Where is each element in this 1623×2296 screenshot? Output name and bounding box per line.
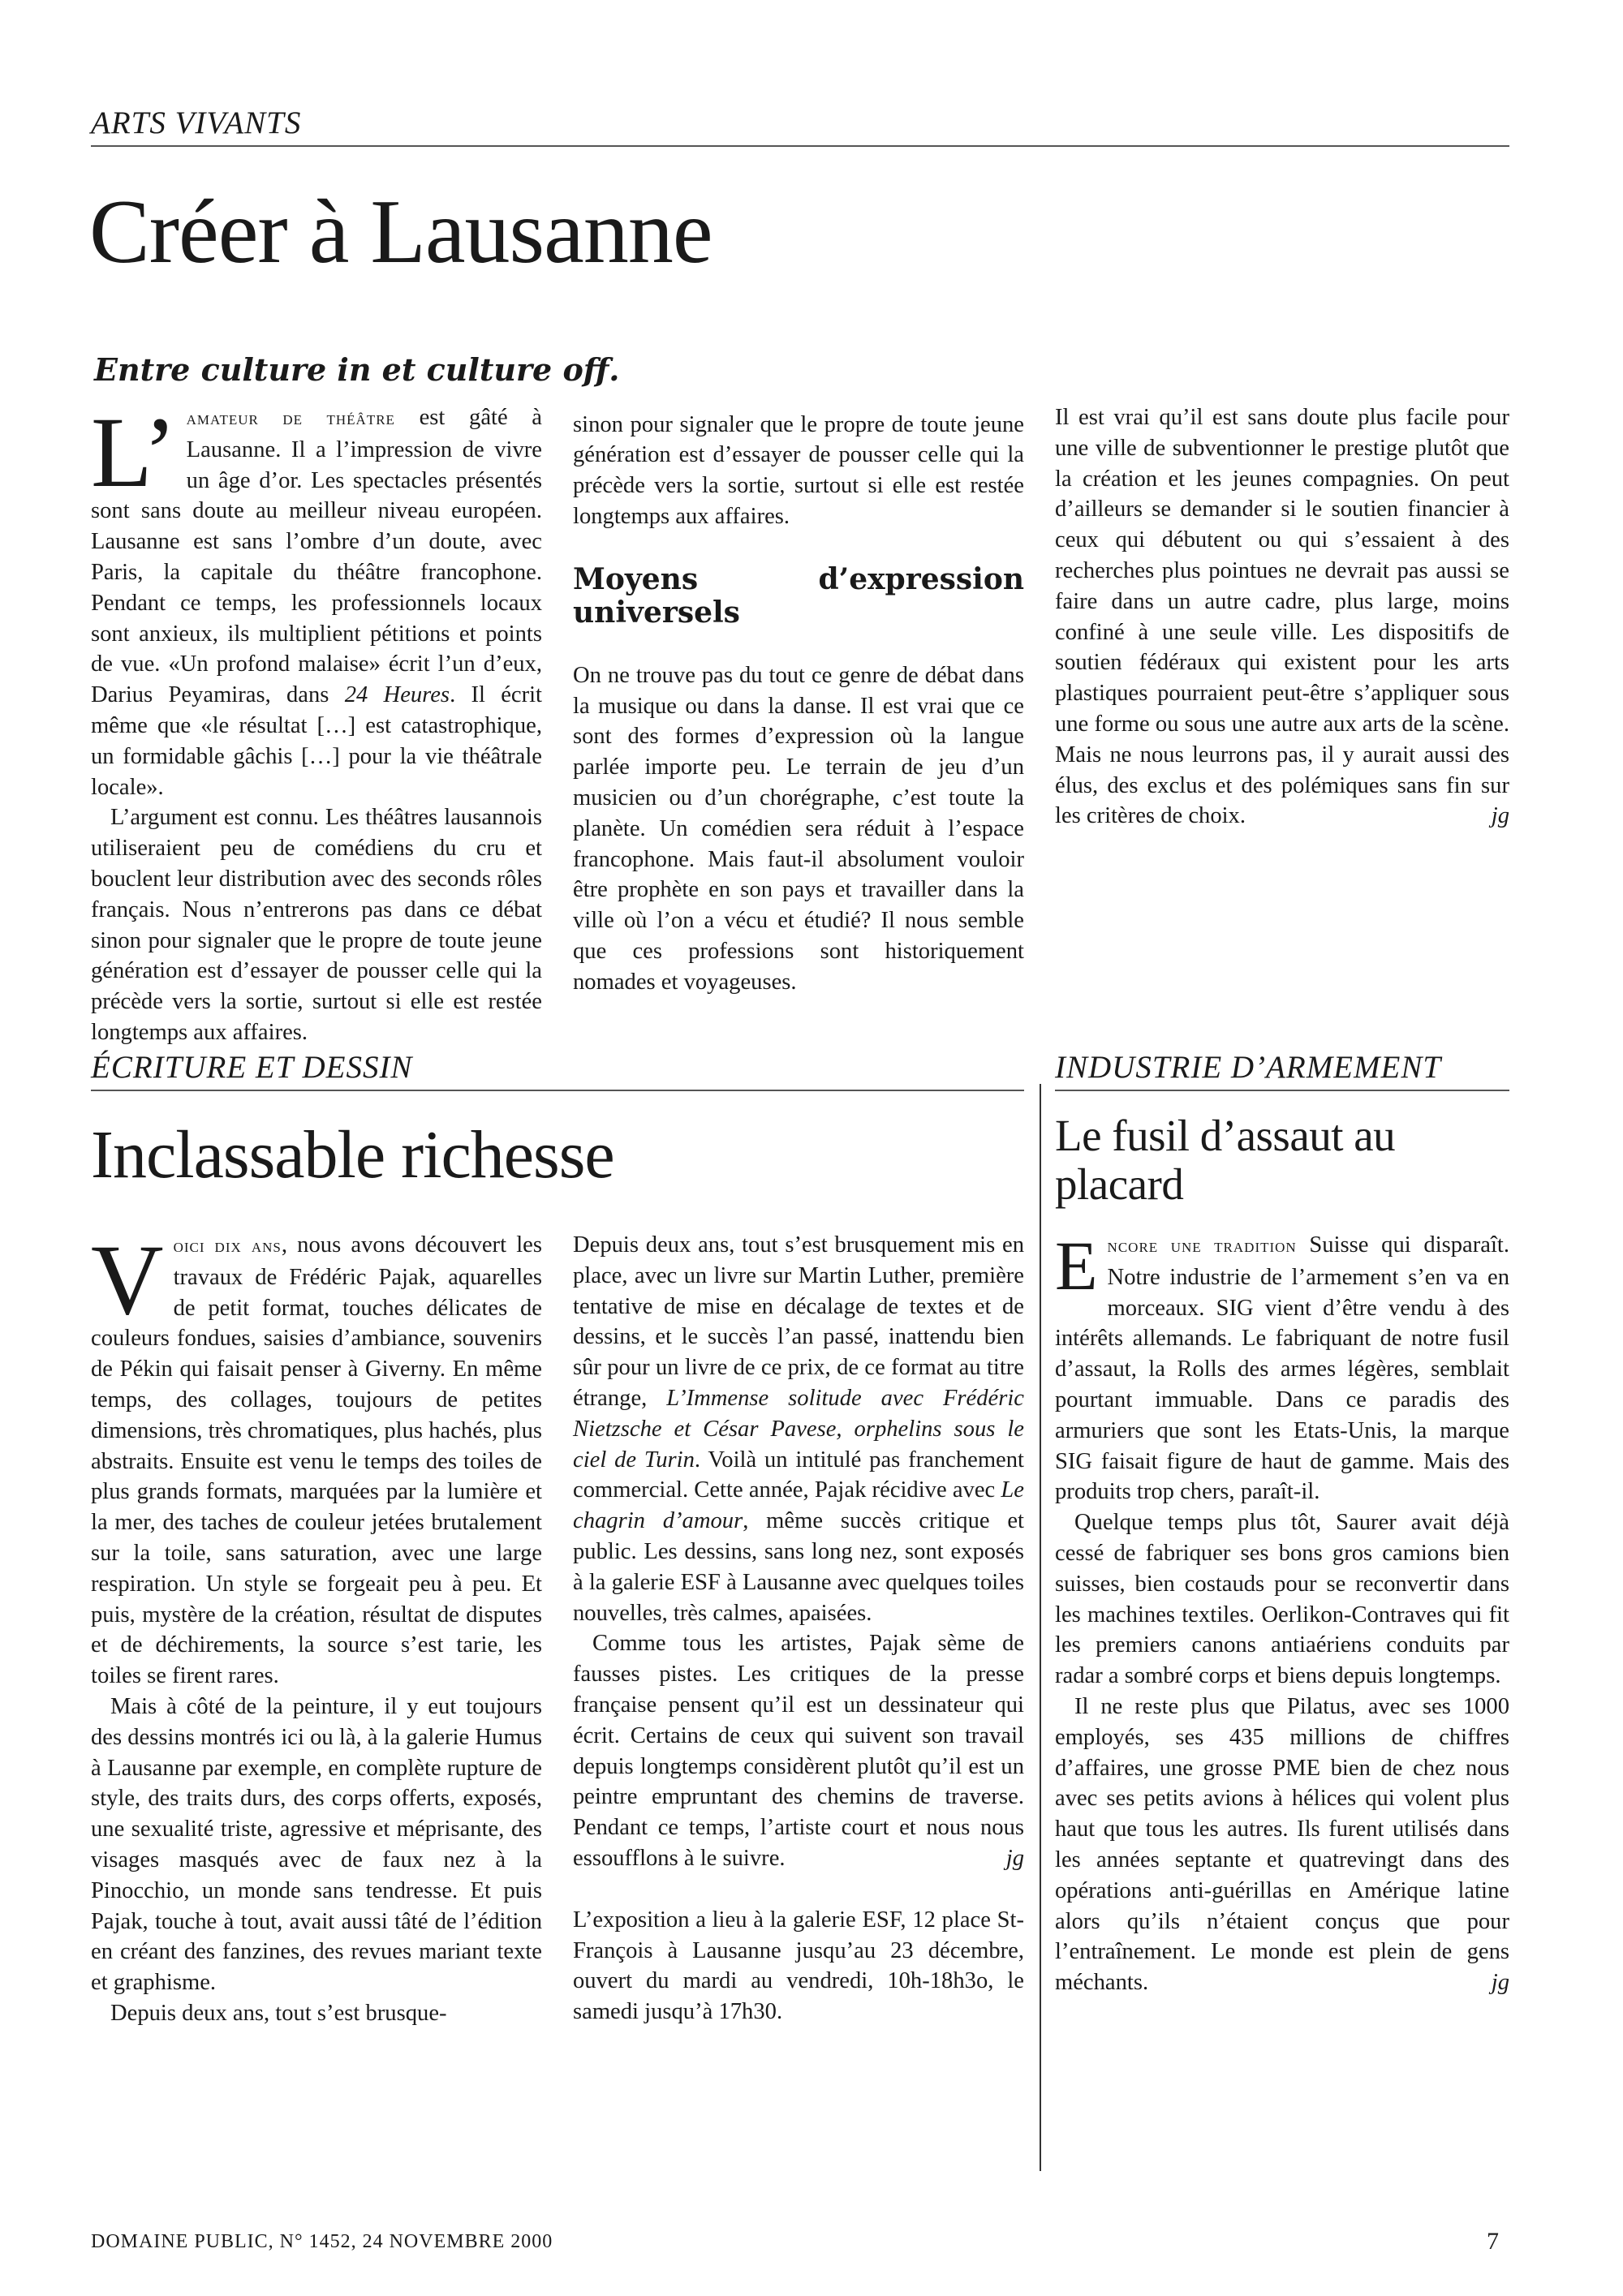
drop-cap: V [91, 1224, 164, 1335]
article-column [91, 397, 542, 1045]
section-label-arts-vivants: ARTS VIVANTS [91, 105, 302, 140]
section-label-industrie-armement: INDUSTRIE D’ARMEMENT [1055, 1050, 1442, 1085]
column-flow [573, 0, 1024, 410]
article-paragraph [573, 1628, 1024, 1873]
article-paragraph: Quelque temps plus tôt, Saurer avait déjà cessé de fabriquer ses bons gros camions bien suisses, bien costauds pour se reconvertir dans les machines textiles. Oerlikon-Contraves qui fit les premiers canons antiaériens conduits par radar a sombré corps et biens depuis longtemps. [1055, 1510, 1509, 1689]
section-rule [91, 1090, 1024, 1091]
article-paragraph [1055, 1227, 1510, 1507]
article-paragraph-continued: sinon pour signaler que le propre de toute jeune génération est d’essayer de pousser celle qui la précède vers la sortie, surtout si elle est restée longtemps aux affaires. [573, 411, 1024, 529]
article-paragraph: On ne trouve pas du tout ce genre de débat dans la musique ou dans la danse. Il est vrai que ce sont des formes d’expression où la langue parlée importe peu. Le terrain de jeu d’un musicien ou d’un chorégraphe, c’est toute la planète. Un comédien sera réduit à l’espace francophone. Mais faut-il absolument vouloir être prophète en son pays et travailler dans la ville où l’on a vécu et étudié? Il nous semble que ces professions sont historiquement nomades et voyageuses. [573, 662, 1024, 995]
book-title: L’Immense solitude avec Frédéric Nietzsche et César Pavese, orphelins sous le ciel de Turin [573, 1385, 1024, 1473]
lead-in: ncore une tradition [1107, 1236, 1297, 1257]
article-column [573, 402, 1024, 1006]
article-paragraph: Depuis deux ans, tout s’est brusque- [110, 2000, 447, 2026]
article-title: Inclassable richesse [91, 1117, 614, 1193]
paragraph-text: , même succès critique et public. Les dessins, sans long nez, sont exposés à la galerie ESF à Lausanne avec quelques toiles nouvelles, très calmes, apaisées. [573, 1508, 1024, 1626]
drop-cap: L’ [91, 397, 177, 508]
newspaper-name: 24 Heures [344, 682, 450, 708]
article-paragraph [573, 1230, 1024, 1628]
paragraph-text: . Il écrit même que «le résultat […] est catastrophique, un formidable gâchis […] pour la vie théâtrale locale». [91, 682, 542, 800]
column-divider [1040, 1084, 1041, 2171]
article-paragraph: L’argument est connu. Les théâtres lausannois utiliseraient peu de comédiens du cru et bouclent leur distribution avec des seconds rôles français. Nous n’entrerons pas dans ce débat sinon pour signaler que le propre de toute jeune génération est d’essayer de pousser celle qui la précède vers la sortie, surtout si elle est restée longtemps aux affaires. [91, 805, 542, 1045]
paragraph-text: . Voilà un intitulé pas franchement commercial. Cette année, Pajak récidive avec [573, 1447, 1024, 1503]
author-signature: jg [1491, 803, 1509, 829]
section-label-ecriture-et-dessin: ÉCRITURE ET DESSIN [91, 1050, 413, 1085]
article-paragraph [91, 397, 542, 802]
lead-in: amateur de théâtre [186, 408, 395, 429]
paragraph-text: est gâté à Lausanne. Il a l’impression de vivre un âge d’or. Les spectacles présentés sont sans doute au meilleur niveau européen. Lausanne est sans l’ombre d’un doute, avec Paris, la capitale du théâtre francophone. Pendant ce temps, les professionnels locaux sont anxieux, ils multiplient pétitions et points de vue. «Un profond malaise» écrit l’un d’eux, Darius Peyamiras, dans [91, 405, 542, 708]
article-paragraph [1055, 402, 1509, 832]
article-subtitle: Entre culture in et culture off. [94, 351, 620, 388]
article-column [1055, 1227, 1510, 2171]
footer-publication: DOMAINE PUBLIC, N° 1452, 24 NOVEMBRE 2000 [91, 2231, 553, 2252]
paragraph-text: Suisse qui disparaît. Notre industrie de l’armement s’en va en morceaux. SIG vient d’être vendu à des intérêts allemands. Le fabriquant de notre fusil d’assaut, la Rolls des armes légères, semblait pourtant immuable. Dans ce paradis des armuriers que sont les Etats-Unis, la marque SIG faisait figure de haut de gamme. Mais des produits trop chers, paraît-il. [1055, 1232, 1510, 1505]
article-column [573, 1230, 1024, 2171]
paragraph-text: Il est vrai qu’il est sans doute plus facile pour une ville de subventionner le prestige plutôt que la création et les jeunes compagnies. On peut d’ailleurs se demander si le soutien financier à ceux qui débutent ou qui s’essaient à des recherches plus pointues ne devrait pas aussi se faire dans un autre cadre, plus large, moins confiné à une seule ville. Les dispositifs de soutien fédéraux qui existent pour les arts plastiques pourraient peut-être s’appliquer sous une forme ou sous une autre aux arts de la scène. Mais ne nous leurrons pas, il y aurait aussi des élus, des exclus et des polémiques sans fin sur les critères de choix. [1055, 405, 1509, 829]
article-subhead: Moyens d’expression universels [573, 561, 1024, 630]
lead-in: oici dix ans [173, 1236, 282, 1257]
article-column [1055, 402, 1509, 1006]
drop-cap: E [1055, 1227, 1098, 1305]
paragraph-text: Il ne reste plus que Pilatus, avec ses 1000 employés, ses 435 millions de chiffres d’affaires, une grosse PME bien de chez nous avec ses petits avions à hélices qui volent plus haut que tous les autres. Ils furent utilisés dans les années septante et quatrevingt dans des opérations anti-guérillas en Amérique latine alors qu’ils n’étaient conçus que pour l’entraînement. Le monde est plein de gens méchants. [1055, 1693, 1509, 1996]
article-paragraph: Mais à côté de la peinture, il y eut toujours des dessins montrés ici ou là, à la galerie Humus à Lausanne par exemple, en complète rupture de style, des traits durs, des corps offerts, exposés, une sexualité triste, agressive et méprisante, des visages masqués avec de faux nez à la Pinocchio, un monde sans tendresse. Et puis Pajak, touche à tout, avait aussi tâté de l’édition en créant des fanzines, des revues mariant texte et graphisme. [91, 1693, 542, 1996]
author-signature: jg [1491, 1970, 1509, 1996]
article-paragraph [1055, 1692, 1509, 1998]
article-title: Créer à Lausanne [89, 182, 712, 282]
article-paragraph [573, 0, 1024, 286]
page-number: 7 [1487, 2228, 1499, 2255]
book-title: Le chagrin d’amour [573, 1477, 1024, 1534]
exhibition-info: L’exposition a lieu à la galerie ESF, 12 place St-François à Lausanne jusqu’au 23 décembre, ouvert du mardi au vendredi, 10h-18h3o, le samedi jusqu’à 17h30. [573, 1907, 1024, 2025]
article-paragraph [91, 1224, 542, 1692]
section-rule [1055, 1090, 1509, 1091]
author-signature: jg [1005, 1845, 1024, 1871]
paragraph-text: Comme tous les artistes, Pajak sème de fausses pistes. Les critiques de la presse française pensent qu’il est un dessinateur qui écrit. Certains de ceux qui suivent son travail depuis longtemps considèrent plutôt qu’il est un peintre empruntant des chemins de traverse. Pendant ce temps, l’artiste court et nous nous essoufflons à le suivre. [573, 1631, 1024, 1871]
paragraph-text: Depuis deux ans, tout s’est brusquement mis en place, avec un livre sur Martin Luther, première tentative de mise en décalage de textes et de dessins, et le succès l’an passé, inattendu bien sûr pour un livre de ce prix, de ce format au titre étrange, [573, 1232, 1024, 1411]
article-title: Le fusil d’assaut au placard [1055, 1111, 1396, 1209]
article-column [91, 1224, 542, 2171]
paragraph-text: , nous avons découvert les travaux de Frédéric Pajak, aquarelles de petit format, touches délicates de couleurs fondues, saisies d’ambiance, souvenirs de Pékin qui faisait penser à Giverny. En même temps, des collages, toujours de petites dimensions, très chromatiques, plus hachés, plus abstraits. Ensuite est venu le temps des toiles de plus grands formats, marquées par la lumière et la mer, des taches de couleur jetées brutalement sur la toile, sans saturation, avec une large respiration. Un style se forgeait peu à peu. Et puis, mystère de la création, résultat de disputes et de déchirements, la source s’est tarie, les toiles se firent rares. [91, 1232, 542, 1689]
